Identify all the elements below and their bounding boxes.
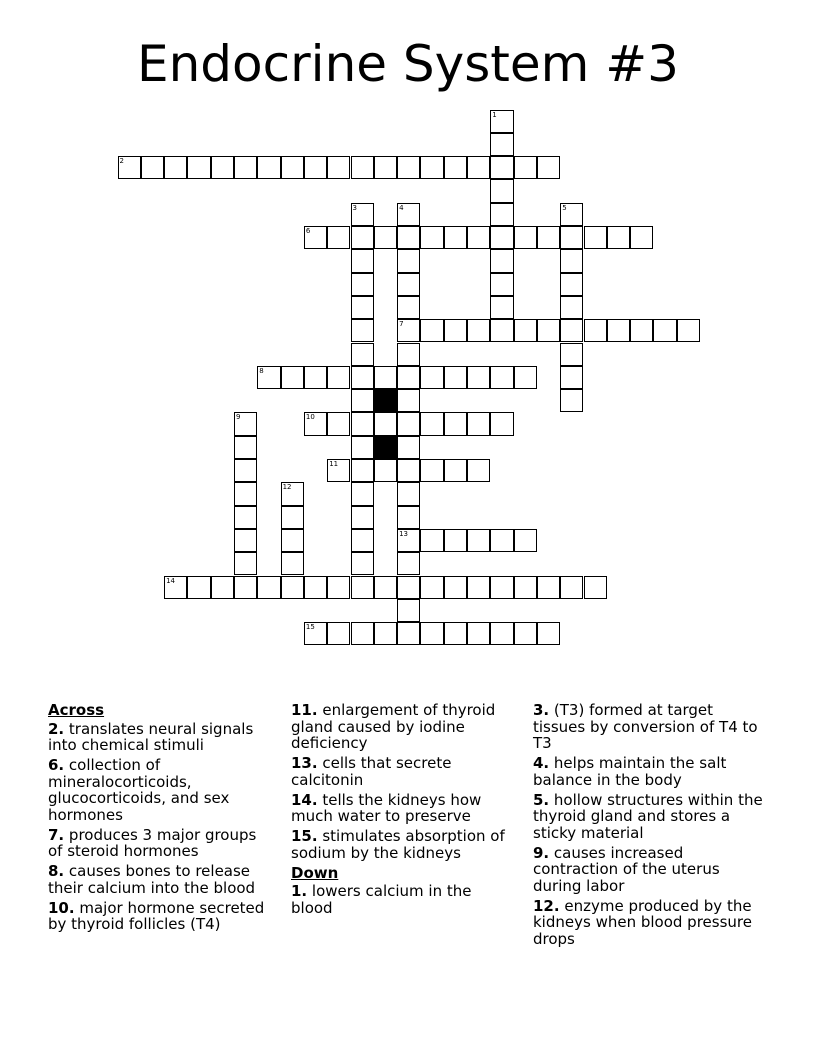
clue-text: lowers calcium in the blood: [291, 882, 472, 917]
grid-cell[interactable]: [281, 506, 304, 529]
clue-number-label: 6: [305, 227, 311, 235]
grid-cell[interactable]: [420, 226, 443, 249]
grid-cell[interactable]: [351, 482, 374, 505]
clue-text: stimulates absorption of sodium by the kidneys: [291, 827, 505, 862]
grid-cell[interactable]: [444, 319, 467, 342]
grid-cell[interactable]: [234, 412, 257, 435]
grid-cell[interactable]: [351, 273, 374, 296]
clue-text: major hormone secreted by thyroid follicles (T4): [48, 898, 265, 933]
clue-text: produces 3 major groups of steroid hormones: [48, 825, 257, 860]
grid-cell[interactable]: [374, 366, 397, 389]
clue-number-label: 3: [352, 203, 357, 212]
clue-number: 5.: [533, 790, 550, 809]
grid-cell[interactable]: [560, 203, 583, 226]
grid-cell[interactable]: [490, 133, 513, 156]
clue-down-3: [533, 702, 765, 752]
grid-cell[interactable]: [467, 412, 490, 435]
grid-cell[interactable]: [444, 459, 467, 482]
grid-cell[interactable]: [234, 436, 257, 459]
grid-cell[interactable]: [374, 576, 397, 599]
grid-cell[interactable]: [234, 576, 257, 599]
clue-text: collection of mineralocorticoids, glucocorticoids, and sex hormones: [48, 756, 230, 824]
grid-cell[interactable]: [490, 156, 513, 179]
grid-cell[interactable]: [420, 576, 443, 599]
grid-cell[interactable]: [444, 622, 467, 645]
clue-number: 8.: [48, 862, 65, 880]
clue-across-8: [48, 863, 270, 896]
grid-cell[interactable]: [490, 249, 513, 272]
grid-cell[interactable]: [374, 622, 397, 645]
grid-cell[interactable]: [607, 226, 630, 249]
grid-cell[interactable]: [560, 249, 583, 272]
grid-cell[interactable]: [397, 506, 420, 529]
grid-cell[interactable]: [351, 506, 374, 529]
grid-cell[interactable]: [560, 389, 583, 412]
grid-cell[interactable]: [630, 226, 653, 249]
grid-cell[interactable]: [490, 576, 513, 599]
clue-down-9: [533, 845, 765, 895]
grid-cell[interactable]: [444, 412, 467, 435]
grid-cell[interactable]: [234, 156, 257, 179]
clue-across-11: [291, 702, 511, 752]
down-heading: Down: [291, 863, 339, 882]
grid-cell[interactable]: [397, 622, 420, 645]
grid-cell[interactable]: [234, 459, 257, 482]
grid-cell[interactable]: [537, 576, 560, 599]
clue-across-2: [48, 721, 270, 754]
grid-cell[interactable]: [467, 576, 490, 599]
grid-cell[interactable]: [257, 366, 280, 389]
clue-text: enlargement of thyroid gland caused by iodine deficiency: [291, 701, 496, 752]
clue-number: 14.: [291, 790, 318, 809]
grid-cell[interactable]: [584, 576, 607, 599]
clue-number: 9.: [533, 843, 550, 862]
clue-text: translates neural signals into chemical stimuli: [48, 719, 254, 754]
grid-cell[interactable]: [351, 203, 374, 226]
grid-cell[interactable]: [374, 459, 397, 482]
grid-cell[interactable]: [118, 156, 141, 179]
grid-cell[interactable]: [327, 366, 350, 389]
grid-cell[interactable]: [164, 156, 187, 179]
clue-number-label: 7: [399, 320, 404, 329]
clues-column-1: [48, 702, 270, 936]
grid-cell[interactable]: [304, 226, 327, 249]
clue-number-label: 4: [399, 203, 404, 212]
grid-cell[interactable]: [420, 366, 443, 389]
clue-number-label: 8: [259, 366, 264, 375]
grid-cell[interactable]: [187, 576, 210, 599]
grid-cell[interactable]: [351, 319, 374, 342]
grid-cell[interactable]: [420, 622, 443, 645]
grid-cell[interactable]: [397, 273, 420, 296]
grid-cell[interactable]: [560, 273, 583, 296]
grid-cell[interactable]: [397, 343, 420, 366]
clue-across-6: [48, 757, 270, 823]
grid-cell[interactable]: [653, 319, 676, 342]
grid-cell[interactable]: [304, 576, 327, 599]
grid-cell[interactable]: [304, 622, 327, 645]
across-heading: Across: [48, 701, 105, 719]
grid-cell[interactable]: [490, 179, 513, 202]
grid-cell[interactable]: [397, 459, 420, 482]
grid-cell[interactable]: [537, 622, 560, 645]
grid-cell[interactable]: [234, 506, 257, 529]
grid-cell[interactable]: [584, 226, 607, 249]
clue-number: 4.: [533, 754, 550, 772]
grid-cell[interactable]: [490, 319, 513, 342]
grid-cell[interactable]: [397, 249, 420, 272]
grid-cell[interactable]: [444, 226, 467, 249]
clue-down-5: [533, 792, 765, 842]
grid-cell[interactable]: [374, 156, 397, 179]
grid-cell[interactable]: [397, 529, 420, 552]
clue-text: (T3) formed at target tissues by conversion of T4 to T3: [533, 701, 758, 752]
grid-cell[interactable]: [420, 156, 443, 179]
clue-number: 11.: [291, 701, 318, 719]
clue-number-label: 5: [562, 203, 567, 212]
grid-cell[interactable]: [514, 529, 537, 552]
grid-cell[interactable]: [560, 296, 583, 319]
grid-cell[interactable]: [351, 366, 374, 389]
clue-number: 6.: [48, 756, 65, 774]
grid-cell[interactable]: [304, 412, 327, 435]
grid-cell[interactable]: [397, 226, 420, 249]
grid-cell[interactable]: [351, 343, 374, 366]
clue-text: helps maintain the salt balance in the body: [533, 754, 727, 789]
clue-number-label: 14: [166, 576, 176, 585]
grid-cell[interactable]: [351, 412, 374, 435]
grid-cell[interactable]: [351, 436, 374, 459]
grid-cell[interactable]: [630, 319, 653, 342]
grid-cell[interactable]: [397, 482, 420, 505]
grid-cell[interactable]: [537, 319, 560, 342]
grid-cell[interactable]: [537, 156, 560, 179]
grid-cell[interactable]: [234, 529, 257, 552]
grid-cell[interactable]: [281, 529, 304, 552]
grid-cell[interactable]: [420, 412, 443, 435]
grid-cell[interactable]: [374, 226, 397, 249]
grid-cell[interactable]: [281, 366, 304, 389]
grid-cell[interactable]: [397, 436, 420, 459]
grid-cell[interactable]: [257, 156, 280, 179]
clue-number-label: 12: [282, 483, 292, 492]
grid-cell[interactable]: [351, 249, 374, 272]
grid-cell[interactable]: [374, 412, 397, 435]
clue-across-14: [291, 792, 511, 825]
grid-cell[interactable]: [490, 226, 513, 249]
grid-cell[interactable]: [281, 552, 304, 575]
grid-cell[interactable]: [467, 622, 490, 645]
clue-text: tells the kidneys how much water to preserve: [291, 790, 482, 825]
grid-cell[interactable]: [187, 156, 210, 179]
grid-cell[interactable]: [444, 366, 467, 389]
grid-cell[interactable]: [351, 459, 374, 482]
grid-cell[interactable]: [490, 366, 513, 389]
grid-cell[interactable]: [537, 226, 560, 249]
grid-cell[interactable]: [560, 319, 583, 342]
grid-cell[interactable]: [560, 576, 583, 599]
clues-column-3: [533, 702, 765, 951]
grid-cell[interactable]: [397, 203, 420, 226]
clue-number-label: 15: [305, 623, 315, 632]
grid-cell[interactable]: [397, 576, 420, 599]
grid-cell[interactable]: [397, 599, 420, 622]
grid-cell[interactable]: [281, 576, 304, 599]
grid-cell[interactable]: [397, 319, 420, 342]
clue-number-label: 13: [399, 529, 409, 538]
grid-cell[interactable]: [584, 319, 607, 342]
grid-cell[interactable]: [467, 319, 490, 342]
grid-cell[interactable]: [514, 226, 537, 249]
clue-text: cells that secrete calcitonin: [291, 754, 452, 789]
page-title: Endocrine System #3: [137, 35, 679, 93]
grid-cell[interactable]: [351, 576, 374, 599]
grid-cell[interactable]: [327, 156, 350, 179]
clue-number: 1.: [291, 882, 308, 900]
clue-text: causes bones to release their calcium into the blood: [48, 862, 256, 897]
grid-cell[interactable]: [211, 156, 234, 179]
grid-cell[interactable]: [514, 319, 537, 342]
clue-across-15: [291, 828, 511, 861]
clue-text: enzyme produced by the kidneys when blood pressure drops: [533, 896, 752, 948]
grid-cell[interactable]: [514, 576, 537, 599]
grid-cell[interactable]: [607, 319, 630, 342]
grid-cell[interactable]: [351, 296, 374, 319]
clue-number: 2.: [48, 719, 65, 738]
grid-cell[interactable]: [304, 366, 327, 389]
clue-number-label: 1: [492, 110, 497, 119]
clue-number-label: 9: [236, 413, 241, 422]
grid-cell[interactable]: [560, 343, 583, 366]
grid-cell[interactable]: [467, 459, 490, 482]
black-cell: [374, 436, 397, 459]
grid-cell[interactable]: [351, 552, 374, 575]
grid-cell[interactable]: [490, 296, 513, 319]
clue-number: 13.: [291, 754, 318, 772]
grid-cell[interactable]: [164, 576, 187, 599]
grid-cell[interactable]: [560, 366, 583, 389]
clue-number: 12.: [533, 896, 560, 915]
grid-cell[interactable]: [467, 156, 490, 179]
clue-across-7: [48, 827, 270, 860]
grid-cell[interactable]: [397, 366, 420, 389]
grid-cell[interactable]: [420, 459, 443, 482]
grid-cell[interactable]: [490, 110, 513, 133]
clue-across-10: [48, 900, 270, 933]
grid-cell[interactable]: [234, 552, 257, 575]
grid-cell[interactable]: [397, 156, 420, 179]
clue-number: 10.: [48, 898, 75, 917]
grid-cell[interactable]: [327, 412, 350, 435]
grid-cell[interactable]: [560, 226, 583, 249]
grid-cell[interactable]: [351, 389, 374, 412]
grid-cell[interactable]: [397, 412, 420, 435]
grid-cell[interactable]: [351, 529, 374, 552]
black-cell: [374, 389, 397, 412]
clue-across-13: [291, 755, 511, 788]
grid-cell[interactable]: [327, 576, 350, 599]
grid-cell[interactable]: [397, 389, 420, 412]
clue-number: 15.: [291, 827, 318, 845]
grid-cell[interactable]: [327, 459, 350, 482]
grid-cell[interactable]: [351, 226, 374, 249]
grid-cell[interactable]: [514, 156, 537, 179]
grid-cell[interactable]: [467, 226, 490, 249]
clue-number-label: 2: [119, 157, 124, 166]
clue-text: causes increased contraction of the uterus during labor: [533, 843, 720, 895]
grid-cell[interactable]: [351, 156, 374, 179]
grid-cell[interactable]: [467, 366, 490, 389]
grid-cell[interactable]: [514, 366, 537, 389]
grid-cell[interactable]: [257, 576, 280, 599]
grid-cell[interactable]: [397, 296, 420, 319]
grid-cell[interactable]: [420, 319, 443, 342]
grid-cell[interactable]: [677, 319, 700, 342]
grid-cell[interactable]: [490, 203, 513, 226]
grid-cell[interactable]: [514, 622, 537, 645]
grid-cell[interactable]: [490, 412, 513, 435]
clue-down-4: [533, 755, 765, 788]
clue-number-label: 11: [329, 460, 339, 468]
grid-cell[interactable]: [281, 156, 304, 179]
clue-number-label: 10: [305, 413, 315, 422]
grid-cell[interactable]: [490, 529, 513, 552]
grid-cell[interactable]: [467, 529, 490, 552]
grid-cell[interactable]: [211, 576, 234, 599]
grid-cell[interactable]: [304, 156, 327, 179]
clues-column-2: [291, 702, 511, 920]
clue-down-1: [291, 883, 511, 916]
grid-cell[interactable]: [444, 156, 467, 179]
grid-cell[interactable]: [444, 576, 467, 599]
clue-text: hollow structures within the thyroid gland and stores a sticky material: [533, 790, 763, 842]
clue-number: 3.: [533, 701, 550, 719]
grid-cell[interactable]: [420, 529, 443, 552]
clue-number: 7.: [48, 825, 65, 844]
clue-down-12: [533, 898, 765, 948]
grid-cell[interactable]: [327, 622, 350, 645]
grid-cell[interactable]: [141, 156, 164, 179]
grid-cell[interactable]: [351, 622, 374, 645]
grid-cell[interactable]: [444, 529, 467, 552]
grid-cell[interactable]: [490, 273, 513, 296]
grid-cell[interactable]: [281, 482, 304, 505]
grid-cell[interactable]: [397, 552, 420, 575]
grid-cell[interactable]: [234, 482, 257, 505]
grid-cell[interactable]: [490, 622, 513, 645]
grid-cell[interactable]: [327, 226, 350, 249]
